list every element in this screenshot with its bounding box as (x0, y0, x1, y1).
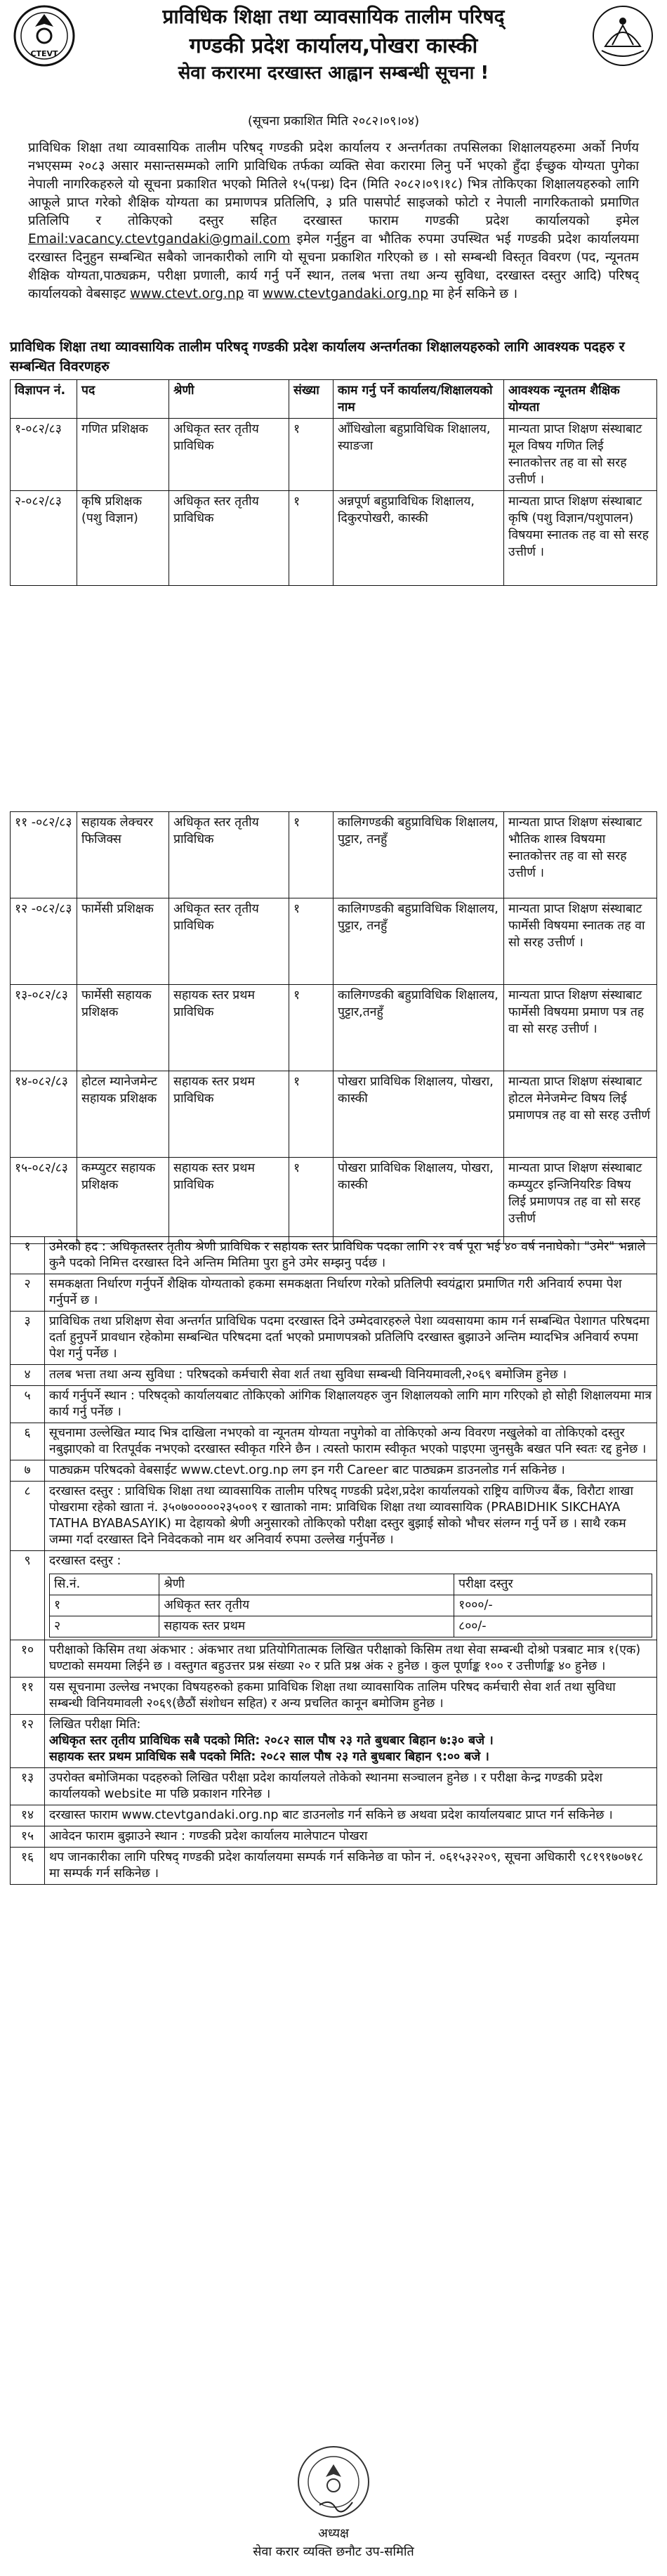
website-link-1[interactable]: www.ctevt.org.np (130, 287, 244, 301)
vacancy-post: होटल म्यानेजमेन्ट सहायक प्रशिक्षक (77, 1071, 169, 1158)
vacancy-qualification: मान्यता प्राप्त शिक्षण संस्थाबाट फार्मेसी विषयमा प्रमाण पत्र तह वा सो सरह उत्तीर्ण । (504, 985, 657, 1071)
vacancy-code: १४-०८२/८३ (11, 1071, 77, 1158)
signature-block (0, 2438, 667, 2571)
vacancy-qualification: मान्यता प्राप्त शिक्षण संस्थाबाट होटल मेनेजमेन्ट विषय लिई प्रमाणपत्र तह वा सो सरह उत्तीर्ण (504, 1071, 657, 1158)
vacancy-table-b (10, 811, 657, 1244)
condition-row (11, 1274, 657, 1312)
condition-number: १३ (11, 1768, 45, 1805)
exam-title: लिखित परीक्षा मिति: (49, 1718, 141, 1732)
org-name: प्राविधिक शिक्षा तथा व्यावसायिक तालीम परिषद् (162, 5, 505, 28)
vacancy-code: ११ -०८२/८३ (11, 812, 77, 898)
exam-dates (45, 1715, 657, 1768)
fee-col-sn: सि.नं. (50, 1574, 159, 1595)
condition-row (11, 1715, 657, 1768)
condition-text: तलब भत्ता तथा अन्य सुविधा : परिषदको कर्मचारी सेवा शर्त तथा सुविधा सम्बन्धी विनियमावली,२०६९ बमोजिम हुनेछ । (45, 1365, 657, 1386)
condition-text: आवेदन फाराम बुझाउने स्थान : गण्डकी प्रदेश कार्यालय मालेपाटन पोखरा (45, 1826, 657, 1848)
condition-text: सूचनामा उल्लेखित म्याद भित्र दाखिला नभएको वा न्यूनतम योग्यता नपुगेको वा तोकिएको अन्य विवरण नखुलेको वा तोकिएको दस्तुर नबुझाएको वा रितपूर्वक नभएको दरखास्त स्वीकृत गरिने छैन । त्यस्तो फाराम स्वीकृत भएको पाइएमा जुनसुकै बखत पनि स्वतः रद्द हुनेछ । (45, 1423, 657, 1460)
condition-number: १० (11, 1640, 45, 1678)
vacancy-count: १ (289, 419, 334, 491)
vacancy-office: पोखरा प्राविधिक शिक्षालय, पोखरा, कास्की (334, 1158, 504, 1244)
vacancy-table-a (10, 379, 657, 586)
col-level: श्रेणी (169, 380, 289, 419)
condition-number: २ (11, 1274, 45, 1312)
fee-amount: ८००/- (454, 1616, 652, 1637)
vacancy-post: कम्प्युटर सहायक प्रशिक्षक (77, 1158, 169, 1244)
vacancy-count: १ (289, 812, 334, 898)
intro-text-1: प्राविधिक शिक्षा तथा व्यावसायिक तालीम परिषद् गण्डकी प्रदेश कार्यालय र अन्तर्गतका तपसिलका शिक्षालयहरुमा अर्को निर्णय नभएसम्म २०८३ असार मसान्तसम्मको लागि प्राविधिक तर्फका व्यक्ति सेवा करारमा लिनु पर्ने भएको हुँदा ईच्छुक योग्यता पुगेका नेपाली नागरिकहरुले यो सूचना प्रकाशित भएको मितिले १५(पन्ध्र) दिन (मिति २०८२।०९।१८) भित्र तोकिएका शिक्षालयहरुको लागि आफूले प्राप्त गरेको शैक्षिक योग्यता का प्रमाणपत्र प्रतिलिपि, ३ प्रति पासपोर्ट साइजको फोटो र नेपाली नागरिकताको प्रमाणित प्रतिलिपि र तोकिएको दस्तुर सहित दरखास्त फाराम गण्डकी प्रदेश कार्यालयको इमेल (28, 140, 639, 228)
fee-title: दरखास्त दस्तुर : (49, 1554, 121, 1568)
condition-text: समकक्षता निर्धारण गर्नुपर्ने शैक्षिक योग्यताको हकमा समकक्षता निर्धारण गरेको प्रतिलिपी स्वयंद्वारा प्रमाणित गरी अनिवार्य रुपमा पेश गर्नुपर्ने छ । (45, 1274, 657, 1312)
condition-text: थप जानकारीका लागि परिषद् गण्डकी प्रदेश कार्यालयमा सम्पर्क गर्न सकिनेछ वा फोन नं. ०६१५३२२०९, सूचना अधिकारी ९८१९१७०७१८ मा सम्पर्क गर्न सकिनेछ । (45, 1848, 657, 1885)
vacancy-office: अन्नपूर्ण बहुप्राविधिक शिक्षालय, दिकुरपोखरी, कास्की (334, 491, 504, 586)
table-row (11, 898, 657, 985)
condition-row (11, 1848, 657, 1885)
condition-text: दरखास्त दस्तुर : प्राविधिक शिक्षा तथा व्यावसायिक तालीम परिषद् गण्डकी प्रदेश,प्रदेश कार्यालयको राष्ट्रिय वाणिज्य बैंक, विरौटा शाखा पोखरामा रहेको खाता नं. ३५०७०००००२३५००९ र खाताको नाम: प्राविधिक शिक्षा तथा व्यावसायिक (PRABIDHIK SIKCHAYA TATHA BYABASAYIK) मा देहायको श्रेणी अनुसारको तोकिएको परीक्षा दस्तुर बुझाई सोको भौचर संलग्न गर्नु पर्ने छ । साथै रकम जम्मा गर्दा दरखास्त दिने निवेदकको नाम थर अनिवार्य रुपमा उल्लेख गर्नुपर्नेछ । (45, 1482, 657, 1551)
table-row (11, 1158, 657, 1244)
condition-number: १४ (11, 1805, 45, 1826)
email-link[interactable]: Email:vacancy.ctevtgandaki@gmail.com (28, 232, 291, 247)
table-row (11, 491, 657, 586)
vacancy-count: १ (289, 898, 334, 985)
table-row (11, 985, 657, 1071)
vacancy-office: कालिगण्डकी बहुप्राविधिक शिक्षालय, पुट्टार, तनहुँ (334, 812, 504, 898)
condition-text: उपरोक्त बमोजिमका पदहरुको लिखित परीक्षा प्रदेश कार्यालयले तोकेको स्थानमा सञ्चालन हुनेछ । र परीक्षा केन्द्र गण्डकी प्रदेश कार्यालयको website मा पछि प्रकाशन गरिनेछ । (45, 1768, 657, 1805)
vacancy-office: पोखरा प्राविधिक शिक्षालय, पोखरा, कास्की (334, 1071, 504, 1158)
vacancy-count: १ (289, 491, 334, 586)
vacancy-level: सहायक स्तर प्रथम प्राविधिक (169, 985, 289, 1071)
condition-text: उमेरको हद : अधिकृतस्तर तृतीय श्रेणी प्राविधिक र सहायक स्तर प्राविधिक पदका लागि २१ वर्ष पूरा भई ४० वर्ष ननाघेको। "उमेर" भन्नाले कुनै पदको निमित्त दरखास्त दिने अन्तिम मितिमा पुरा हुने उमेर सम्झनु पर्दछ । (45, 1237, 657, 1274)
col-qualification: आवश्यक न्यूनतम शैक्षिक योग्यता (504, 380, 657, 419)
fee-col-level: श्रेणी (159, 1574, 454, 1595)
vacancy-level: अधिकृत स्तर तृतीय प्राविधिक (169, 419, 289, 491)
condition-row (11, 1805, 657, 1826)
condition-row (11, 1423, 657, 1460)
vacancy-level: अधिकृत स्तर तृतीय प्राविधिक (169, 491, 289, 586)
vacancy-level: सहायक स्तर प्रथम प्राविधिक (169, 1158, 289, 1244)
vacancy-office: कालिगण्डकी बहुप्राविधिक शिक्षालय, पुट्टार,तनहुँ (334, 985, 504, 1071)
condition-row (11, 1826, 657, 1848)
condition-number: १५ (11, 1826, 45, 1848)
vacancy-post: गणित प्रशिक्षक (77, 419, 169, 491)
vacancy-post: फार्मेसी सहायक प्रशिक्षक (77, 985, 169, 1071)
condition-number: ४ (11, 1365, 45, 1386)
condition-number: ८ (11, 1482, 45, 1551)
condition-text: पाठ्यक्रम परिषदको वेबसाईट www.ctevt.org.np लग इन गरी Career बाट पाठ्यक्रम डाउनलोड गर्न सकिनेछ । (45, 1460, 657, 1482)
vacancy-count: १ (289, 1071, 334, 1158)
vacancy-level: अधिकृत स्तर तृतीय प्राविधिक (169, 812, 289, 898)
condition-number: ९ (11, 1551, 45, 1640)
col-code: विज्ञापन नं. (11, 380, 77, 419)
condition-number: १६ (11, 1848, 45, 1885)
vacancy-qualification: मान्यता प्राप्त शिक्षण संस्थाबाट कम्प्युटर इन्जिनियरिङ विषय लिई प्रमाणपत्र तह वा सो सरह उत्तीर्ण (504, 1158, 657, 1244)
condition-text: यस सूचनामा उल्लेख नभएका विषयहरुको हकमा प्राविधिक शिक्षा तथा व्यावसायिक तालिम परिषद कर्मचारी सेवा शर्त तथा सुविधा सम्बन्धी विनियमावली २०६९(छैठौं संशोधन सहित) र अन्य प्रचलित कानून बमोजिम हुनेछ । (45, 1678, 657, 1715)
condition-number: ६ (11, 1423, 45, 1460)
condition-row (11, 1312, 657, 1365)
vacancy-qualification: मान्यता प्राप्त शिक्षण संस्थाबाट कृषि (पशु विज्ञान/पशुपालन) विषयमा स्नातक तह वा सो सरह उत्तीर्ण । (504, 491, 657, 586)
vacancy-qualification: मान्यता प्राप्त शिक्षण संस्थाबाट फार्मेसी विषयमा स्नातक तह वा सो सरह उत्तीर्ण । (504, 898, 657, 985)
condition-row (11, 1551, 657, 1640)
fee-section (45, 1551, 657, 1640)
website-link-2[interactable]: www.ctevtgandaki.org.np (263, 287, 429, 301)
fee-header-row (50, 1574, 652, 1595)
vacancy-level: अधिकृत स्तर तृतीय प्राविधिक (169, 898, 289, 985)
fee-sn: १ (50, 1595, 159, 1616)
condition-text: कार्य गर्नुपर्ने स्थान : परिषद्को कार्यालयबाट तोकिएको आंगिक शिक्षालयहरु जुन शिक्षालयको लागि माग गरिएको हो सोही शिक्षालयमा मात्र कार्य गर्नु पर्नेछ । (45, 1386, 657, 1423)
fee-table (49, 1574, 652, 1637)
condition-number: ११ (11, 1678, 45, 1715)
col-count: संख्या (289, 380, 334, 419)
condition-row (11, 1482, 657, 1551)
intro-paragraph (28, 139, 639, 303)
vacancy-count: १ (289, 1158, 334, 1244)
intro-text-2: इमेल गर्नुहुन वा भौतिक रुपमा उपस्थित भई गण्डकी प्रदेश कार्यालयमा दरखास्त दिनुहुन सम्बन्धित सबैको जानकारीको लागि यो सूचना प्रकाशित गरिएको छ । सो सम्बन्धी विस्तृत विवरण (पद, न्यूनतम शैक्षिक योग्यता,पाठ्यक्रम, परीक्षा प्रणाली, कार्य गर्नु पर्ने स्थान, तलब भत्ता तथा अन्य सुविधा, दरखास्त दस्तुर आदि) परिषद् कार्यालयको वेबसाइट (28, 232, 639, 301)
condition-text: परीक्षाको किसिम तथा अंकभार : अंकभार तथा प्रतियोगितात्मक लिखित परीक्षाको किसिम तथा सेवा सम्बन्धी दोश्रो पत्रबाट मात्र १(एक) घण्टाको समयमा लिईने छ । वस्तुगत बहुउत्तर प्रश्न संख्या २० र प्रति प्रश्न अंक २ हुनेछ । कुल पूर्णाङ्क १०० र उत्तीर्णाङ्क ४० हुनेछ । (45, 1640, 657, 1678)
exam-date-assistant: सहायक स्तर प्रथम प्राविधिक सबै पदको मिति: २०८२ साल पौष २३ गते बुधबार बिहान ९:०० बजे । (49, 1750, 489, 1764)
condition-row (11, 1237, 657, 1274)
nepal-emblem-icon (591, 4, 654, 67)
condition-number: ५ (11, 1386, 45, 1423)
condition-number: १२ (11, 1715, 45, 1768)
table-row (11, 812, 657, 898)
col-post: पद (77, 380, 169, 419)
vacancy-office: आँधिखोला बहुप्राविधिक शिक्षालय, स्याङजा (334, 419, 504, 491)
condition-row (11, 1386, 657, 1423)
vacancy-office: कालिगण्डकी बहुप्राविधिक शिक्षालय, पुट्टार, तनहुँ (334, 898, 504, 985)
publish-date: (सूचना प्रकाशित मिति २०८२।०९।०४) (247, 114, 420, 129)
vacancy-post: कृषि प्रशिक्षक (पशु विज्ञान) (77, 491, 169, 586)
svg-text:CTEVT: CTEVT (30, 49, 58, 58)
exam-date-officer: अधिकृत स्तर तृतीय प्राविधिक सबै पदको मिति: २०८२ साल पौष २३ गते बुधबार बिहान ७:३० बजे । (49, 1734, 494, 1748)
fee-row (50, 1616, 652, 1637)
table-row (11, 419, 657, 491)
vacancy-post: फार्मेसी प्रशिक्षक (77, 898, 169, 985)
condition-text: प्राविधिक तथा प्रशिक्षण सेवा अन्तर्गत प्राविधिक पदमा दरखास्त दिने उम्मेदवारहरुले पेशा व्यवसायमा काम गर्न सम्बन्धित पेशागत परिषदमा दर्ता हुनुपर्ने प्रावधान रहेकोमा सम्बन्धित परिषदमा दर्ता भएको प्रमाणपत्रको प्रतिलिपि दरखास्त बुझाउने अन्तिम म्यादभित्र अनिवार्य रुपमा पेश गर्नु पर्नेछ । (45, 1312, 657, 1365)
signatory-title: अध्यक्ष (318, 2526, 349, 2541)
vacancy-code: १२ -०८२/८३ (11, 898, 77, 985)
office-seal-icon (295, 2443, 372, 2521)
condition-row (11, 1768, 657, 1805)
condition-text: दरखास्त फाराम www.ctevtgandaki.org.np बाट डाउनलोड गर्न सकिने छ अथवा प्रदेश कार्यालयबाट प्राप्त गर्न सकिनेछ । (45, 1805, 657, 1826)
condition-number: ३ (11, 1312, 45, 1365)
fee-sn: २ (50, 1616, 159, 1637)
intro-text-3: वा (248, 287, 259, 301)
fee-col-amount: परीक्षा दस्तुर (454, 1574, 652, 1595)
fee-level: अधिकृत स्तर तृतीय (159, 1595, 454, 1616)
ctevt-logo-icon (13, 4, 76, 67)
table-row (11, 1071, 657, 1158)
condition-number: ७ (11, 1460, 45, 1482)
fee-level: सहायक स्तर प्रथम (159, 1616, 454, 1637)
notice-title: सेवा करारमा दरखास्त आह्वान सम्बन्धी सूचना ! (178, 63, 489, 84)
committee-name: सेवा करार व्यक्ति छनौट उप-समिति (253, 2544, 414, 2559)
col-office: काम गर्नु पर्ने कार्यालय/शिक्षालयको नाम (334, 380, 504, 419)
conditions-table (10, 1236, 657, 1885)
vacancy-level: सहायक स्तर प्रथम प्राविधिक (169, 1071, 289, 1158)
vacancy-code: २-०८२/८३ (11, 491, 77, 586)
notice-header (0, 0, 667, 133)
vacancy-qualification: मान्यता प्राप्त शिक्षण संस्थाबाट मूल विषय गणित लिई स्नातकोत्तर तह वा सो सरह उत्तीर्ण । (504, 419, 657, 491)
condition-row (11, 1460, 657, 1482)
table-header-row (11, 380, 657, 419)
office-name: गण्डकी प्रदेश कार्यालय,पोखरा कास्की (189, 34, 478, 58)
vacancy-qualification: मान्यता प्राप्त शिक्षण संस्थाबाट भौतिक शास्त्र विषयमा स्नातकोत्तर तह वा सो सरह उत्तीर्ण । (504, 812, 657, 898)
condition-number: १ (11, 1237, 45, 1274)
table-title: प्राविधिक शिक्षा तथा व्यावसायिक तालीम परिषद् गण्डकी प्रदेश कार्यालय अन्तर्गतका शिक्षालयहरुको लागि आवश्यक पदहरु र सम्बन्धित विवरणहरु (10, 339, 625, 375)
intro-text-4: मा हेर्न सकिने छ । (432, 287, 518, 301)
vacancy-code: १३-०८२/८३ (11, 985, 77, 1071)
condition-row (11, 1678, 657, 1715)
vacancy-code: १५-०८२/८३ (11, 1158, 77, 1244)
fee-amount: १०००/- (454, 1595, 652, 1616)
vacancy-post: सहायक लेक्चरर फिजिक्स (77, 812, 169, 898)
fee-row (50, 1595, 652, 1616)
vacancy-code: १-०८२/८३ (11, 419, 77, 491)
vacancy-count: १ (289, 985, 334, 1071)
condition-row (11, 1640, 657, 1678)
condition-row (11, 1365, 657, 1386)
